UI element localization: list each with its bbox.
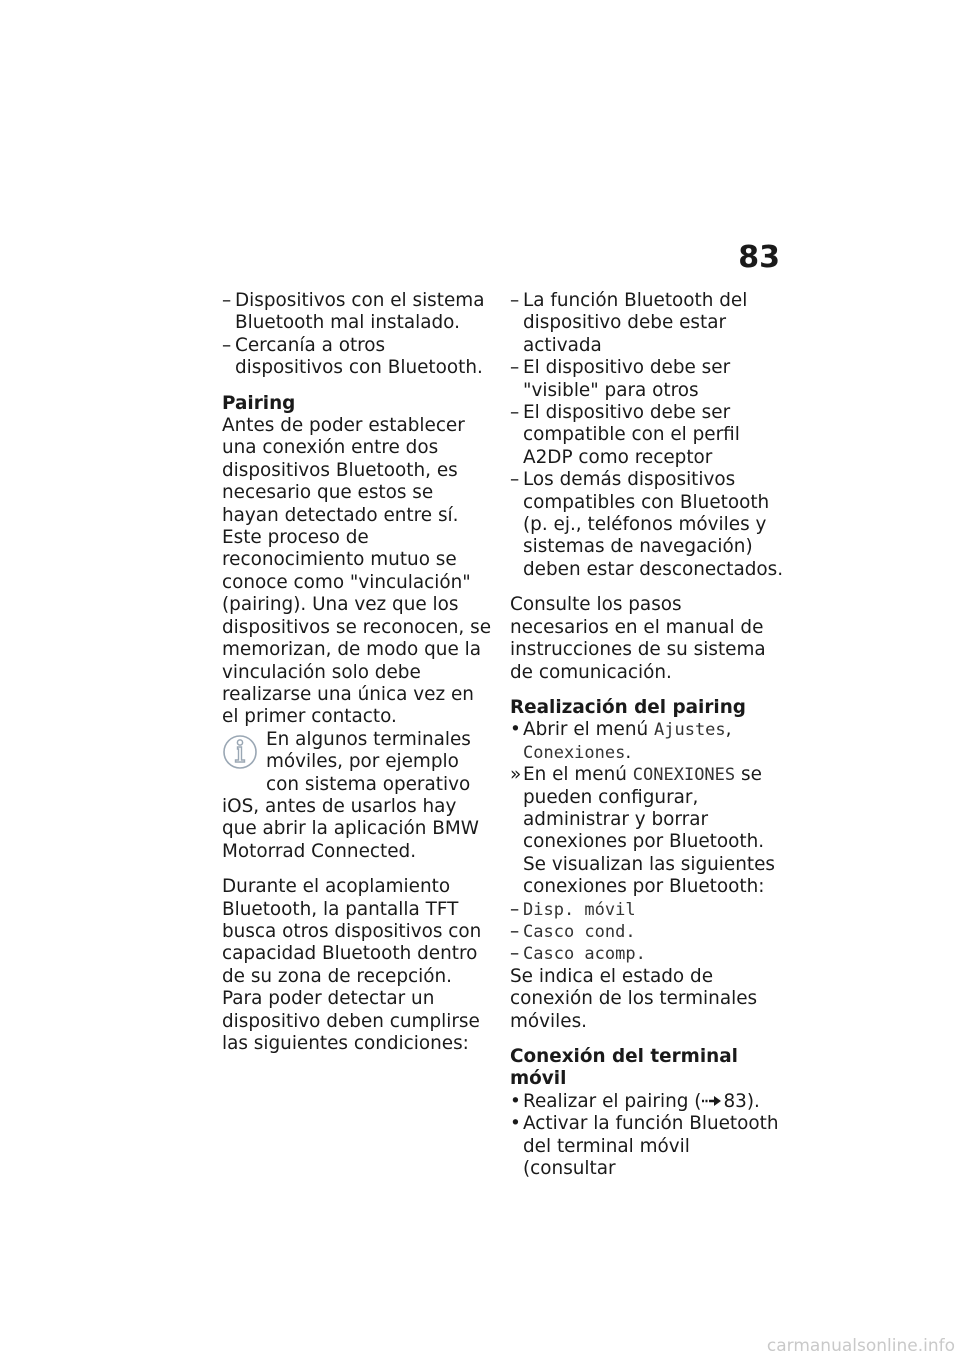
info-icon bbox=[222, 730, 262, 774]
menu-name: Ajustes bbox=[654, 720, 726, 741]
step-item: • Realizar el pairing ( 83). bbox=[510, 1090, 760, 1112]
step-item: • Activar la función Bluetooth del terminal móvil (consultar bbox=[510, 1113, 779, 1180]
connection-item: – Disp. móvil bbox=[510, 898, 636, 920]
left-column bbox=[222, 290, 492, 1055]
list-item: – La función Bluetooth del dispositivo debe estar activada bbox=[510, 290, 748, 356]
terminal-heading: Conexión del terminal móvil bbox=[510, 1046, 738, 1090]
status-paragraph: Se indica el estado de conexión de los terminales móviles. bbox=[510, 965, 758, 1032]
list-item: – Dispositivos con el sistema Bluetooth mal instalado. bbox=[222, 290, 485, 334]
list-item: – Cercanía a otros dispositivos con Bluetooth. bbox=[222, 334, 483, 379]
menu-name: CONEXIONES bbox=[632, 765, 736, 786]
result-item: » En el menú CONEXIONES se pueden configurar, administrar y borrar conexiones por Bluetooth. Se visualizan las siguientes conexiones por Bluetooth: bbox=[510, 764, 775, 898]
info-note bbox=[222, 729, 492, 863]
consult-paragraph: Consulte los pasos necesarios en el manual de instrucciones de su sistema de comunicación. bbox=[510, 594, 766, 683]
connection-item: – Casco acomp. bbox=[510, 943, 646, 965]
right-column bbox=[510, 290, 785, 1180]
coupling-paragraph: Durante el acoplamiento Bluetooth, la pantalla TFT busca otros dispositivos con capacidad Bluetooth dentro de su zona de recepción. Para poder detectar un dispositivo deben cumplirse las siguientes condiciones: bbox=[222, 876, 482, 1054]
connection-item: – Casco cond. bbox=[510, 920, 636, 942]
list-item: – Los demás dispositivos compatibles con Bluetooth (p. ej., teléfonos móviles y sistemas de navegación) deben estar desconectados. bbox=[510, 469, 784, 580]
step-item: • Abrir el menú Ajustes, Conexiones. bbox=[510, 719, 732, 763]
menu-name: Conexiones bbox=[523, 742, 626, 763]
page-number: 83 bbox=[738, 240, 780, 275]
list-item: – El dispositivo debe ser "visible" para otros bbox=[510, 357, 731, 401]
note-text: En algunos terminales móviles, por ejemplo con sistema operativo iOS, antes de usarlos hay que abrir la aplicación BMW Motorrad Connected. bbox=[222, 728, 479, 862]
page-reference[interactable]: 83 bbox=[723, 1090, 747, 1112]
arrow-right-icon bbox=[701, 1094, 723, 1108]
realization-heading: Realización del pairing bbox=[510, 696, 746, 718]
list-item: – El dispositivo debe ser compatible con el perfil A2DP como receptor bbox=[510, 402, 740, 468]
watermark-footer: carmanualsonline.info bbox=[766, 1336, 955, 1356]
pairing-paragraph: Antes de poder establecer una conexión entre dos dispositivos Bluetooth, es necesario que estos se hayan detectado entre sí. Este proceso de reconocimiento mutuo se conoce como "vinculación" (pairing). Una vez que los dispositivos se reconocen, se memorizan, de modo que la vinculación solo debe realizarse una única vez en el primer contacto. bbox=[222, 415, 492, 728]
pairing-heading: Pairing bbox=[222, 392, 296, 414]
